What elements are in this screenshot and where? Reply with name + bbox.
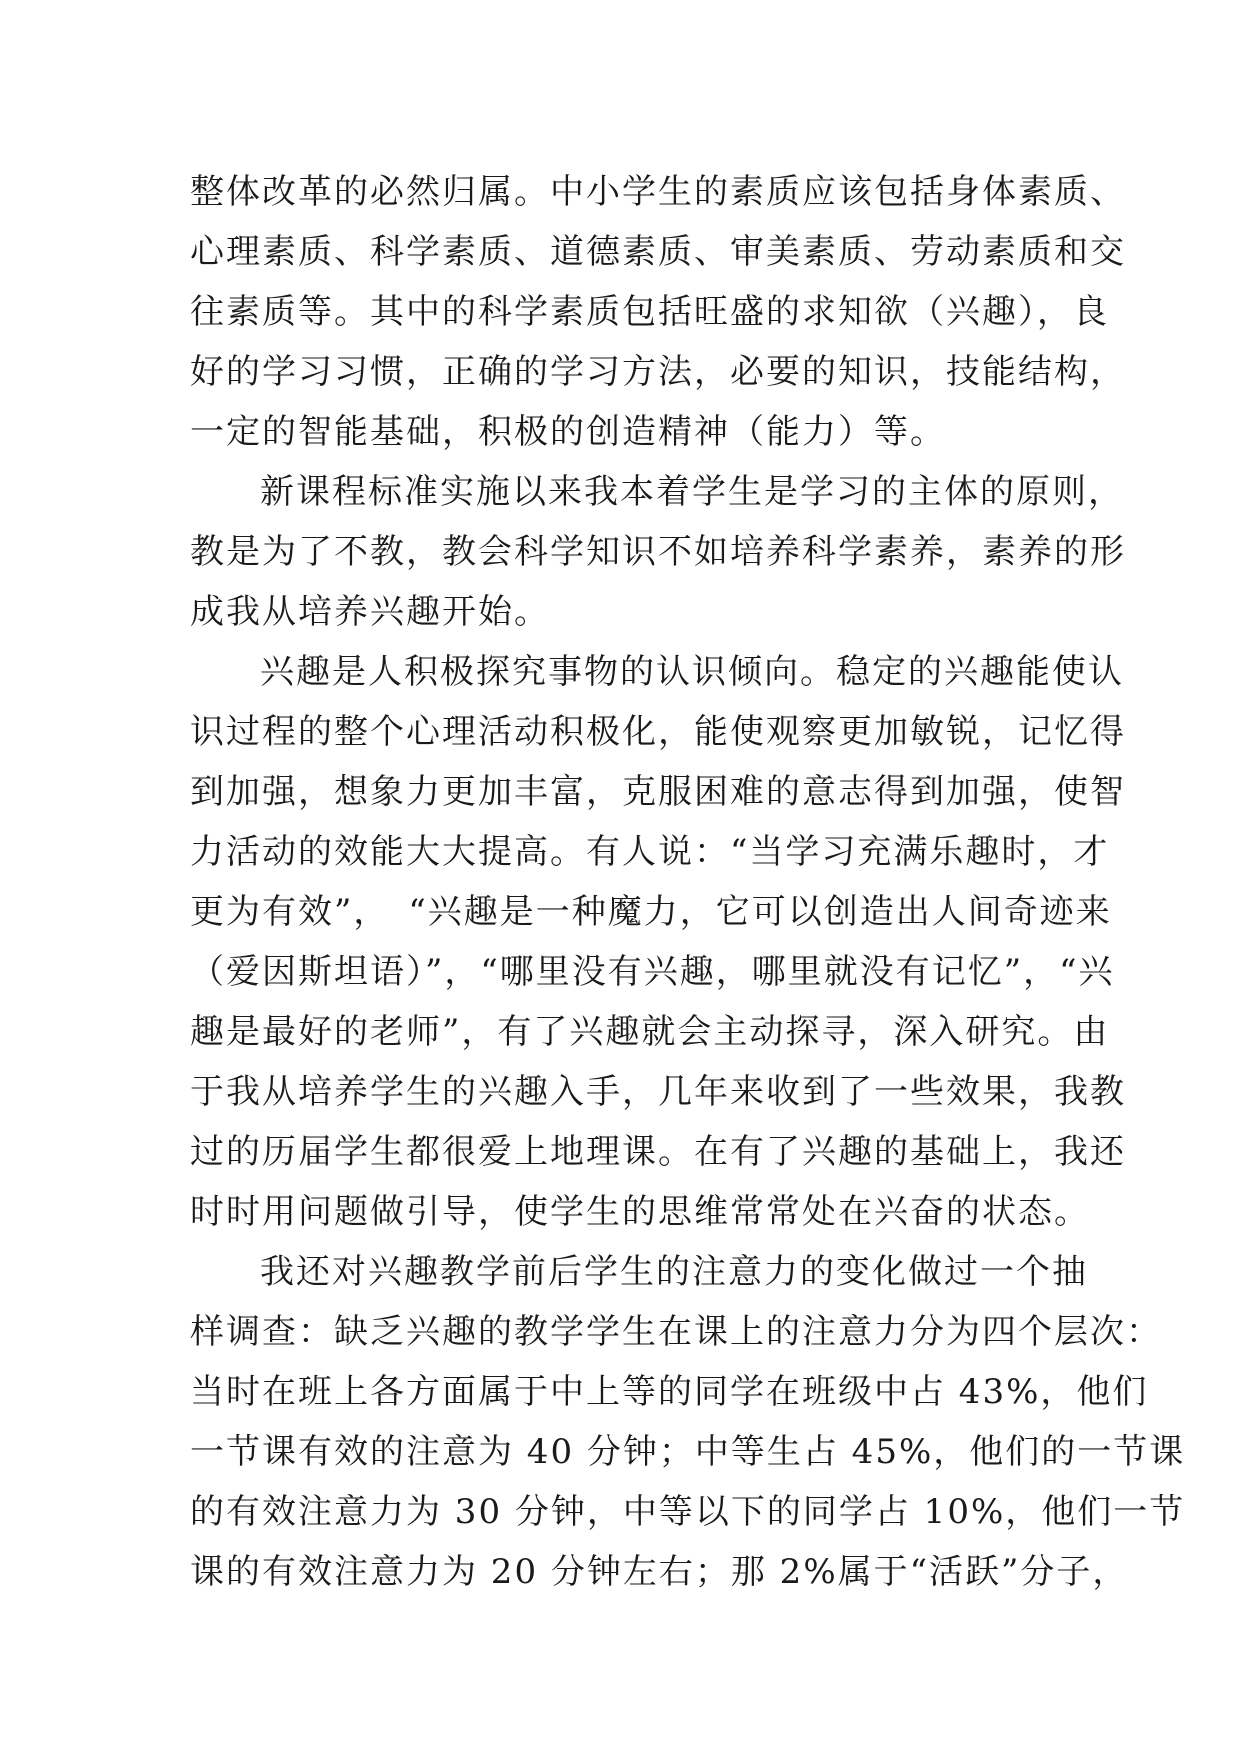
text-line: 往素质等。其中的科学素质包括旺盛的求知欲（兴趣），良: [190, 292, 1109, 332]
text-line: 一节课有效的注意为 40 分钟；中等生占 45%，他们的一节课: [190, 1432, 1186, 1472]
text-line: 到加强，想象力更加丰富，克服困难的意志得到加强，使智: [190, 772, 1126, 812]
paragraph: [190, 162, 1126, 462]
body-text: [190, 162, 1186, 1602]
text-line: 力活动的效能大大提高。有人说：“当学习充满乐趣时，才: [190, 832, 1110, 872]
paragraph: [190, 642, 1126, 1242]
paragraph: [190, 462, 1126, 642]
text-line: 我还对兴趣教学前后学生的注意力的变化做过一个抽: [260, 1252, 1088, 1292]
text-line: 兴趣是人积极探究事物的认识倾向。稳定的兴趣能使认: [260, 652, 1124, 692]
paragraph: [190, 1242, 1186, 1602]
text-line: （爱因斯坦语）”，“哪里没有兴趣，哪里就没有记忆”，“兴: [190, 952, 1115, 992]
text-line: 好的学习习惯，正确的学习方法，必要的知识，技能结构，: [190, 352, 1126, 392]
text-line: 一定的智能基础，积极的创造精神（能力）等。: [190, 412, 946, 452]
text-line: 新课程标准实施以来我本着学生是学习的主体的原则，: [260, 472, 1124, 512]
text-line: 识过程的整个心理活动积极化，能使观察更加敏锐，记忆得: [190, 712, 1126, 752]
text-line: 心理素质、科学素质、道德素质、审美素质、劳动素质和交: [190, 232, 1126, 272]
text-line: 成我从培养兴趣开始。: [190, 592, 550, 632]
text-line: 教是为了不教，教会科学知识不如培养科学素养，素养的形: [190, 532, 1126, 572]
text-line: 于我从培养学生的兴趣入手，几年来收到了一些效果，我教: [190, 1072, 1126, 1112]
text-line: 的有效注意力为 30 分钟，中等以下的同学占 10%，他们一节: [190, 1492, 1186, 1532]
text-line: 时时用问题做引导，使学生的思维常常处在兴奋的状态。: [190, 1192, 1090, 1232]
text-line: 更为有效”， “兴趣是一种魔力，它可以创造出人间奇迹来: [190, 892, 1112, 932]
text-line: 整体改革的必然归属。中小学生的素质应该包括身体素质、: [190, 172, 1126, 212]
text-line: 趣是最好的老师”，有了兴趣就会主动探寻，深入研究。由: [190, 1012, 1110, 1052]
text-line: 课的有效注意力为 20 分钟左右；那 2%属于“活跃”分子，: [190, 1552, 1129, 1592]
text-line: 过的历届学生都很爱上地理课。在有了兴趣的基础上，我还: [190, 1132, 1126, 1172]
text-line: 当时在班上各方面属于中上等的同学在班级中占 43%，他们: [190, 1372, 1149, 1412]
text-line: 样调查：缺乏兴趣的教学学生在课上的注意力分为四个层次：: [190, 1312, 1162, 1352]
